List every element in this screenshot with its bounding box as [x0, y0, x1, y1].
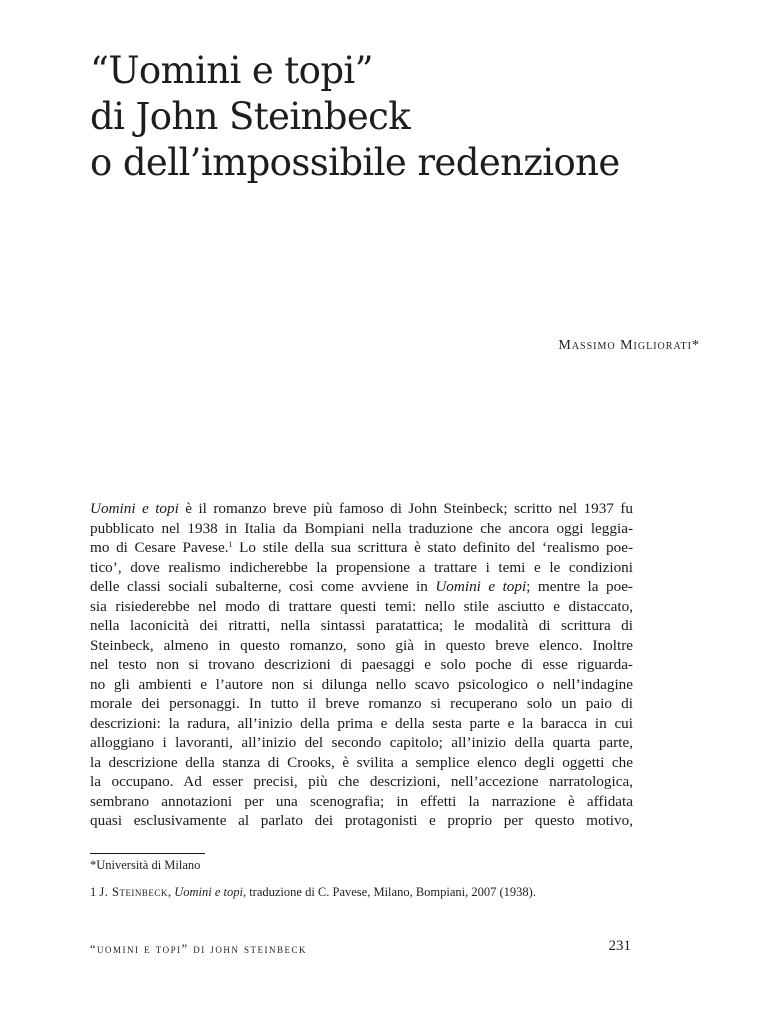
footnote-affiliation: *Università di Milano: [90, 858, 201, 872]
book-title-italic: Uomini e topi: [435, 578, 527, 595]
text-line: Uomini e topi è il romanzo breve più famoso di John Steinbeck; scritto nel 1937 fu: [90, 500, 633, 517]
text-line: descrizioni: la radura, all’inizio della prima e della sesta parte e la baracca in cui: [90, 714, 633, 732]
text-line: nel testo non si trovano descrizioni di paesaggi e solo poche di esse riguarda-: [90, 656, 633, 673]
book-title-italic: Uomini e topi: [90, 500, 179, 517]
footnote-divider: [90, 853, 205, 854]
text-line: quasi esclusivamente al parlato dei protagonisti e proprio per questo motivo,: [90, 812, 633, 829]
text-line: mo di Cesare Pavese.$^1$ Lo stile della sua scrittura è stato definito del ‘realismo poe-: [90, 539, 634, 556]
text-line: sia risiederebbe nel modo di trattare questi temi: nello stile asciutto e distaccato,: [90, 597, 633, 615]
text-line: delle classi sociali subalterne, così come avviene in Uomini e topi; mentre la poe-: [90, 578, 633, 595]
title-line-2: di John Steinbeck: [90, 95, 411, 138]
text-line: no gli ambienti e l’autore non si dilunga nello scavo psicologico o nell’indagine: [90, 675, 633, 693]
article-title: [90, 48, 730, 186]
text-line: pubblicato nel 1938 in Italia da Bompiani nella traduzione che ancora oggi leggia-: [90, 519, 633, 537]
text-line: sembrano annotazioni per una scenografia; in effetti la narrazione è affidata: [90, 792, 633, 810]
text-line: Steinbeck, almeno in questo romanzo, sono già in questo breve elenco. Inoltre: [90, 636, 633, 654]
text-line: morale dei personaggi. In tutto il breve romanzo si recuperano solo un paio di: [90, 695, 633, 712]
author-name: Massimo Migliorati*: [558, 338, 700, 353]
body-paragraph: [90, 499, 633, 831]
title-line-1: “Uomini e topi”: [90, 49, 373, 92]
page-number: 231: [608, 938, 631, 954]
text-line: la descrizione della stanza di Crooks, è svilita a semplice elenco degli oggetti che: [90, 753, 633, 771]
text-line: nella laconicità dei ritratti, nella sintassi paratattica; le modalità di scrittura di: [90, 617, 633, 634]
text-line: la occupano. Ad esser precisi, più che descrizioni, nell’accezione narratologica,: [90, 773, 633, 790]
text-line: tico’, dove realismo indicherebbe la propensione a trattare i temi e le condizioni: [90, 558, 633, 576]
footnote-author: J. Steinbeck: [99, 885, 168, 899]
running-head: “uomini e topi” di john steinbeck: [90, 942, 308, 956]
footnote-ref[interactable]: 1: [228, 540, 233, 549]
title-line-3: o dell’impossibile redenzione: [90, 141, 620, 184]
footnote-number: 1: [90, 885, 100, 899]
text-line: alloggiano i lavoranti, all’inizio del secondo capitolo; all’inizio della quarta parte,: [90, 734, 633, 751]
footnote-book-title: Uomini e topi: [174, 885, 243, 899]
footnote-1: 1 J. Steinbeck, Uomini e topi, traduzione di C. Pavese, Milano, Bompiani, 2007 (1938).: [90, 885, 536, 899]
